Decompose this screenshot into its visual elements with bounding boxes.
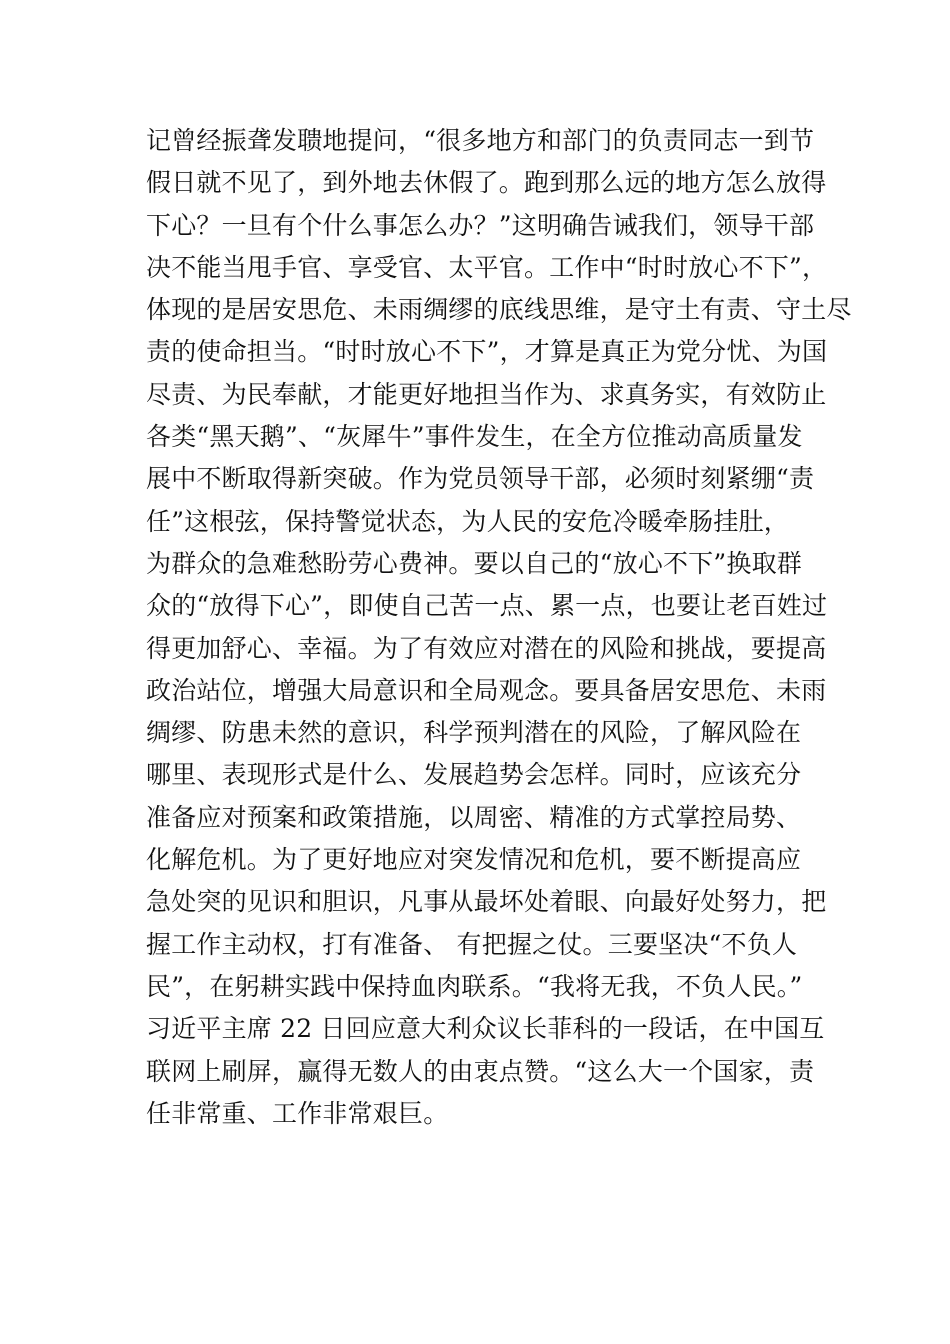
text-line: 任非常重、工作非常艰巨。 [146, 1098, 449, 1128]
text-line: 展中不断取得新突破。作为党员领导干部，必须时刻紧绷“责 [146, 464, 815, 494]
text-line: 体现的是居安思危、未雨绸缪的底线思维，是守土有责、守土尽 [146, 295, 852, 325]
text-line: 下心？一旦有个什么事怎么办？”这明确告诫我们，领导干部 [146, 210, 815, 240]
text-line: 任”这根弦，保持警觉状态，为人民的安危冷暖牵肠挂肚， [146, 506, 789, 536]
text-line: 得更加舒心、幸福。为了有效应对潜在的风险和挑战，要提高 [146, 633, 827, 663]
text-line: 决不能当甩手官、享受官、太平官。工作中“时时放心不下”， [146, 252, 828, 282]
text-line: 化解危机。为了更好地应对突发情况和危机，要不断提高应 [146, 845, 802, 875]
text-line: 握工作主动权，打有准备、 有把握之仗。三要坚决“不负人 [146, 929, 798, 959]
text-line: 众的“放得下心”，即使自己苦一点、累一点，也要让老百姓过 [146, 591, 828, 621]
text-line: 假日就不见了，到外地去休假了。跑到那么远的地方怎么放得 [146, 168, 827, 198]
text-line: 责的使命担当。“时时放心不下”，才算是真正为党分忧、为国 [146, 337, 828, 367]
text-line: 民”，在躬耕实践中保持血肉联系。“我将无我，不负人民。” [146, 971, 803, 1001]
text-line: 哪里、表现形式是什么、发展趋势会怎样。同时，应该充分 [146, 760, 802, 790]
text-line: 各类“黑天鹅”、“灰犀牛”事件发生，在全方位推动高质量发 [146, 422, 803, 452]
text-line: 急处突的见识和胆识，凡事从最坏处着眼、向最好处努力，把 [146, 887, 827, 917]
text-line: 尽责、为民奉献，才能更好地担当作为、求真务实，有效防止 [146, 379, 827, 409]
text-line: 政治站位，增强大局意识和全局观念。要具备居安思危、未雨 [146, 675, 827, 705]
text-line: 联网上刷屏，赢得无数人的由衷点赞。“这么大一个国家，责 [146, 1056, 815, 1086]
text-line: 准备应对预案和政策措施，以周密、精准的方式掌控局势、 [146, 802, 802, 832]
body-text [146, 120, 852, 1135]
text-line: 为群众的急难愁盼劳心费神。要以自己的“放心不下”换取群 [146, 548, 802, 578]
text-line: 记曾经振聋发聩地提问，“很多地方和部门的负责同志一到节 [146, 126, 815, 155]
text-line: 习近平主席 22 日回应意大利众议长菲科的一段话，在中国互 [146, 1014, 825, 1044]
text-line: 绸缪、防患未然的意识，科学预判潜在的风险，了解风险在 [146, 718, 802, 748]
